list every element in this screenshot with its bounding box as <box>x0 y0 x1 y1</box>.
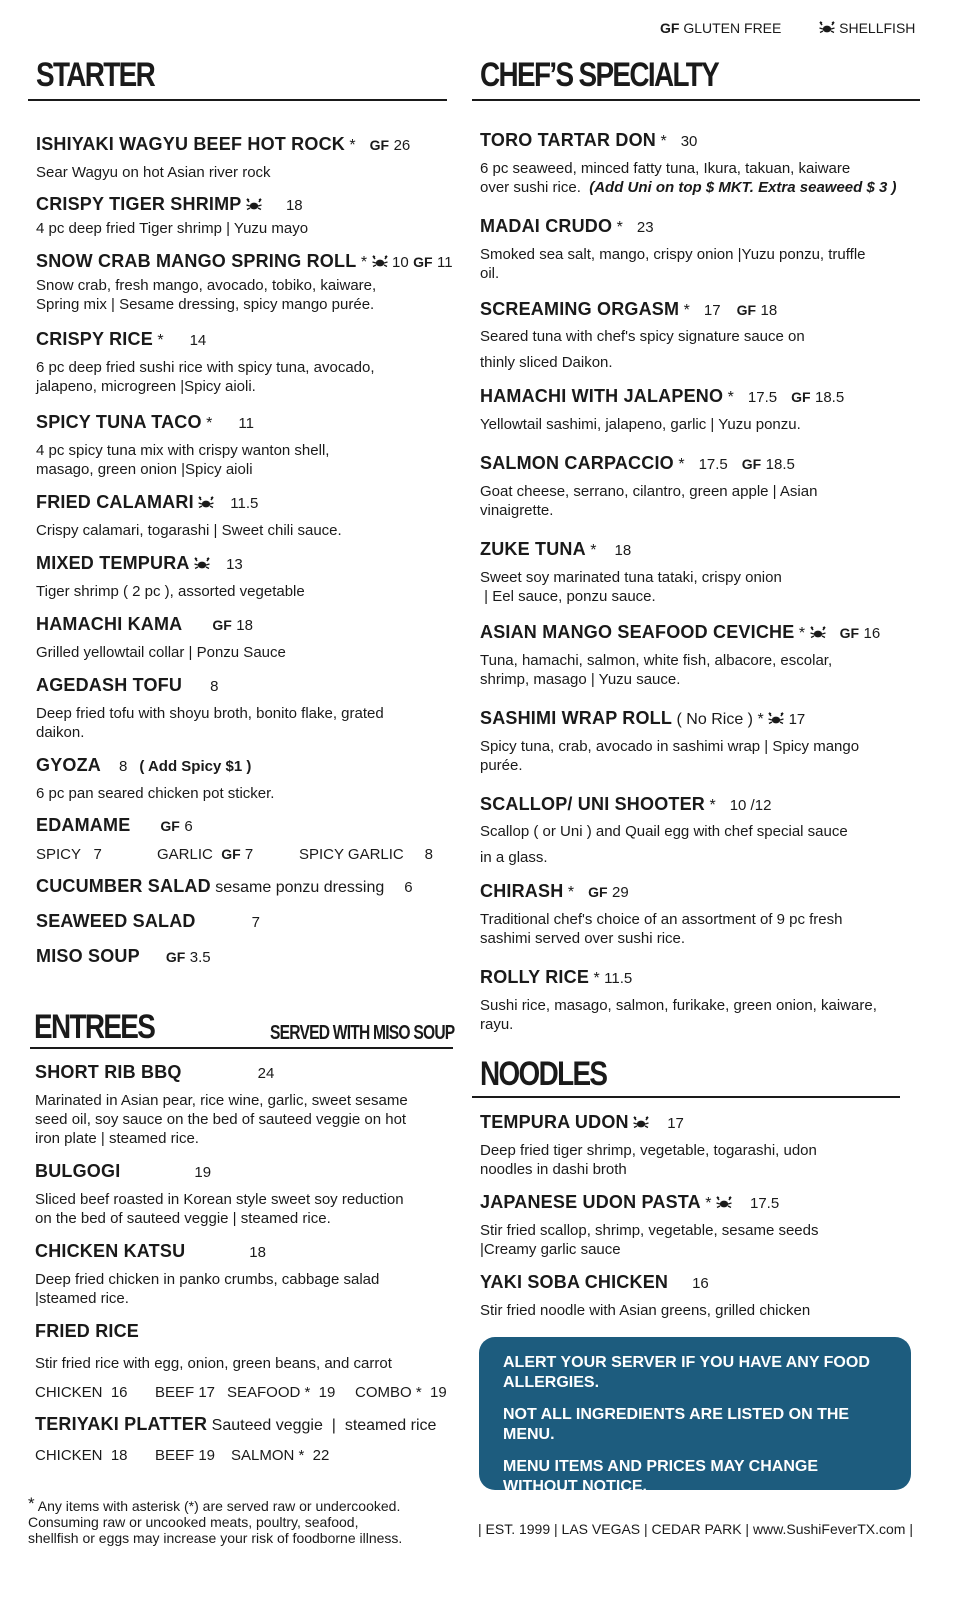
crab-icon <box>372 255 388 268</box>
crab-icon <box>194 557 210 570</box>
menu-item-fried-rice: FRIED RICE Stir fried rice with egg, onion, green beans, and carrot CHICKEN 16 BEEF 17 SEAFOOD * 19 COMBO * 19 <box>35 1321 447 1401</box>
crab-icon <box>819 21 835 34</box>
menu-item-gyoza: GYOZA 8 ( Add Spicy $1 ) 6 pc pan seared chicken pot sticker. <box>36 755 275 802</box>
menu-item-sashimi-wrap-roll: SASHIMI WRAP ROLL ( No Rice ) * 17 Spicy tuna, crab, avocado in sashimi wrap | Spicy mango purée. <box>480 708 860 774</box>
menu-item-crispy-rice: CRISPY RICE * 14 6 pc deep fried sushi rice with spicy tuna, avocado, jalapeno, microgreen |Spicy aioli. <box>36 329 375 395</box>
chefs-rule <box>472 99 920 101</box>
section-title-entrees: ENTREES <box>34 1008 155 1046</box>
menu-item-fried-calamari: FRIED CALAMARI 11.5 Crispy calamari, togarashi | Sweet chili sauce. <box>36 492 342 539</box>
section-title-chefs-specialty: CHEF’S SPECIALTY <box>480 56 719 94</box>
menu-item-crispy-tiger-shrimp: CRISPY TIGER SHRIMP 18 4 pc deep fried Tiger shrimp | Yuzu mayo <box>36 194 309 237</box>
shellfish-label: SHELLFISH <box>839 20 916 36</box>
menu-item-salmon-carpaccio: SALMON CARPACCIO * 17.5 GF 18.5 Goat cheese, serrano, cilantro, green apple | Asian vinaigrette. <box>480 453 818 519</box>
menu-item-miso-soup: MISO SOUP GF 3.5 <box>36 946 211 966</box>
menu-item-madai-crudo: MADAI CRUDO * 23 Smoked sea salt, mango, crispy onion |Yuzu ponzu, truffle oil. <box>480 216 866 282</box>
menu-item-yaki-soba-chicken: YAKI SOBA CHICKEN 16 Stir fried noodle with Asian greens, grilled chicken <box>480 1272 811 1319</box>
menu-item-seafood-ceviche: ASIAN MANGO SEAFOOD CEVICHE * GF 16 Tuna, hamachi, salmon, white fish, albacore, escolar, shrimp, masago | Yuzu sauce. <box>480 622 881 688</box>
menu-item-chirash: CHIRASH * GF 29 Traditional chef's choice of an assortment of 9 pc fresh sashimi served over sushi rice. <box>480 881 843 947</box>
alert-prices: MENU ITEMS AND PRICES MAY CHANGE WITHOUT NOTICE. <box>503 1458 818 1495</box>
menu-item-edamame: EDAMAME GF 6 SPICY 7 GARLIC GF 7 SPICY GARLIC 8 <box>36 815 433 863</box>
entrees-note: SERVED WITH MISO SOUP <box>270 1022 455 1044</box>
menu-item-zuke-tuna: ZUKE TUNA * 18 Sweet soy marinated tuna tataki, crispy onion | Eel sauce, ponzu sauce. <box>480 539 782 605</box>
menu-item-scallop-uni-shooter: SCALLOP/ UNI SHOOTER * 10 /12 Scallop ( or Uni ) and Quail egg with chef special sauce in a glass. <box>480 794 848 866</box>
menu-item-rolly-rice: ROLLY RICE * 11.5 Sushi rice, masago, salmon, furikake, green onion, kaiware, rayu. <box>480 967 877 1033</box>
crab-icon <box>810 626 826 639</box>
menu-item-bulgogi: BULGOGI 19 Sliced beef roasted in Korean style sweet soy reduction on the bed of sauteed veggie | steamed rice. <box>35 1161 404 1227</box>
menu-item-seaweed-salad: SEAWEED SALAD 7 <box>36 911 260 931</box>
menu-item-cucumber-salad: CUCUMBER SALAD sesame ponzu dressing 6 <box>36 876 413 896</box>
menu-item-agedash-tofu: AGEDASH TOFU 8 Deep fried tofu with shoyu broth, bonito flake, grated daikon. <box>36 675 384 741</box>
entrees-rule <box>30 1047 453 1049</box>
gf-label: GLUTEN FREE <box>683 20 782 36</box>
menu-item-wagyu: ISHIYAKI WAGYU BEEF HOT ROCK * GF 26 Sear Wagyu on hot Asian river rock <box>36 134 411 181</box>
menu-item-screaming-orgasm: SCREAMING ORGASM * 17 GF 18 Seared tuna with chef's spicy signature sauce on thinly sliced Daikon. <box>480 299 805 371</box>
gf-abbr: GF <box>660 20 680 36</box>
menu-item-snow-crab-spring-roll: SNOW CRAB MANGO SPRING ROLL * 10 GF 11 Snow crab, fresh mango, avocado, tobiko, kaiware, Spring mix | Sesame dressing, spicy mango purée. <box>36 251 453 313</box>
raw-food-disclaimer: * Any items with asterisk (*) are served raw or undercooked. Consuming raw or uncooked meats, poultry, seafood, shellfish or eggs may increase your risk of foodborne illness. <box>28 1494 403 1546</box>
crab-icon <box>198 496 214 509</box>
menu-item-hamachi-kama: HAMACHI KAMA GF 18 Grilled yellowtail collar | Ponzu Sauce <box>36 614 286 661</box>
section-title-starter: STARTER <box>36 56 155 94</box>
alert-allergies: ALERT YOUR SERVER IF YOU HAVE ANY FOOD ALLERGIES. <box>503 1354 870 1391</box>
menu-item-teriyaki-platter: TERIYAKI PLATTER Sauteed veggie | steamed rice CHICKEN 18 BEEF 19 SALMON * 22 <box>35 1414 437 1464</box>
crab-icon <box>246 198 262 211</box>
menu-item-toro-tartar-don: TORO TARTAR DON * 30 6 pc seaweed, minced fatty tuna, Ikura, takuan, kaiware over sushi rice. (Add Uni on top $ MKT. Extra seaweed $ 3 ) <box>480 130 897 196</box>
menu-item-tempura-udon: TEMPURA UDON 17 Deep fried tiger shrimp, vegetable, togarashi, udon noodles in dashi broth <box>480 1112 817 1178</box>
menu-item-short-rib-bbq: SHORT RIB BBQ 24 Marinated in Asian pear, rice wine, garlic, sweet sesame seed oil, soy sauce on the bed of sauteed veggie on hot iron plate | steamed rice. <box>35 1062 408 1147</box>
menu-item-japanese-udon-pasta: JAPANESE UDON PASTA * 17.5 Stir fried scallop, shrimp, vegetable, sesame seeds |Creamy garlic sauce <box>480 1192 819 1258</box>
menu-item-mixed-tempura: MIXED TEMPURA 13 Tiger shrimp ( 2 pc ), assorted vegetable <box>36 553 305 600</box>
menu-item-chicken-katsu: CHICKEN KATSU 18 Deep fried chicken in panko crumbs, cabbage salad |steamed rice. <box>35 1241 380 1307</box>
crab-icon <box>716 1196 732 1209</box>
restaurant-footer: | EST. 1999 | LAS VEGAS | CEDAR PARK | www.SushiFeverTX.com | <box>478 1521 913 1537</box>
crab-icon <box>633 1116 649 1129</box>
section-title-noodles: NOODLES <box>480 1055 607 1093</box>
alert-ingredients: NOT ALL INGREDIENTS ARE LISTED ON THE MENU. <box>503 1406 850 1443</box>
crab-icon <box>768 712 784 725</box>
starter-rule <box>28 99 447 101</box>
noodles-rule <box>472 1096 900 1098</box>
allergen-legend <box>660 20 915 36</box>
menu-item-hamachi-jalapeno: HAMACHI WITH JALAPENO * 17.5 GF 18.5 Yellowtail sashimi, jalapeno, garlic | Yuzu ponzu. <box>480 386 845 433</box>
allergy-alert-box <box>479 1337 911 1495</box>
menu-item-spicy-tuna-taco: SPICY TUNA TACO * 11 4 pc spicy tuna mix with crispy wanton shell, masago, green onion |Spicy aioli <box>36 412 330 478</box>
